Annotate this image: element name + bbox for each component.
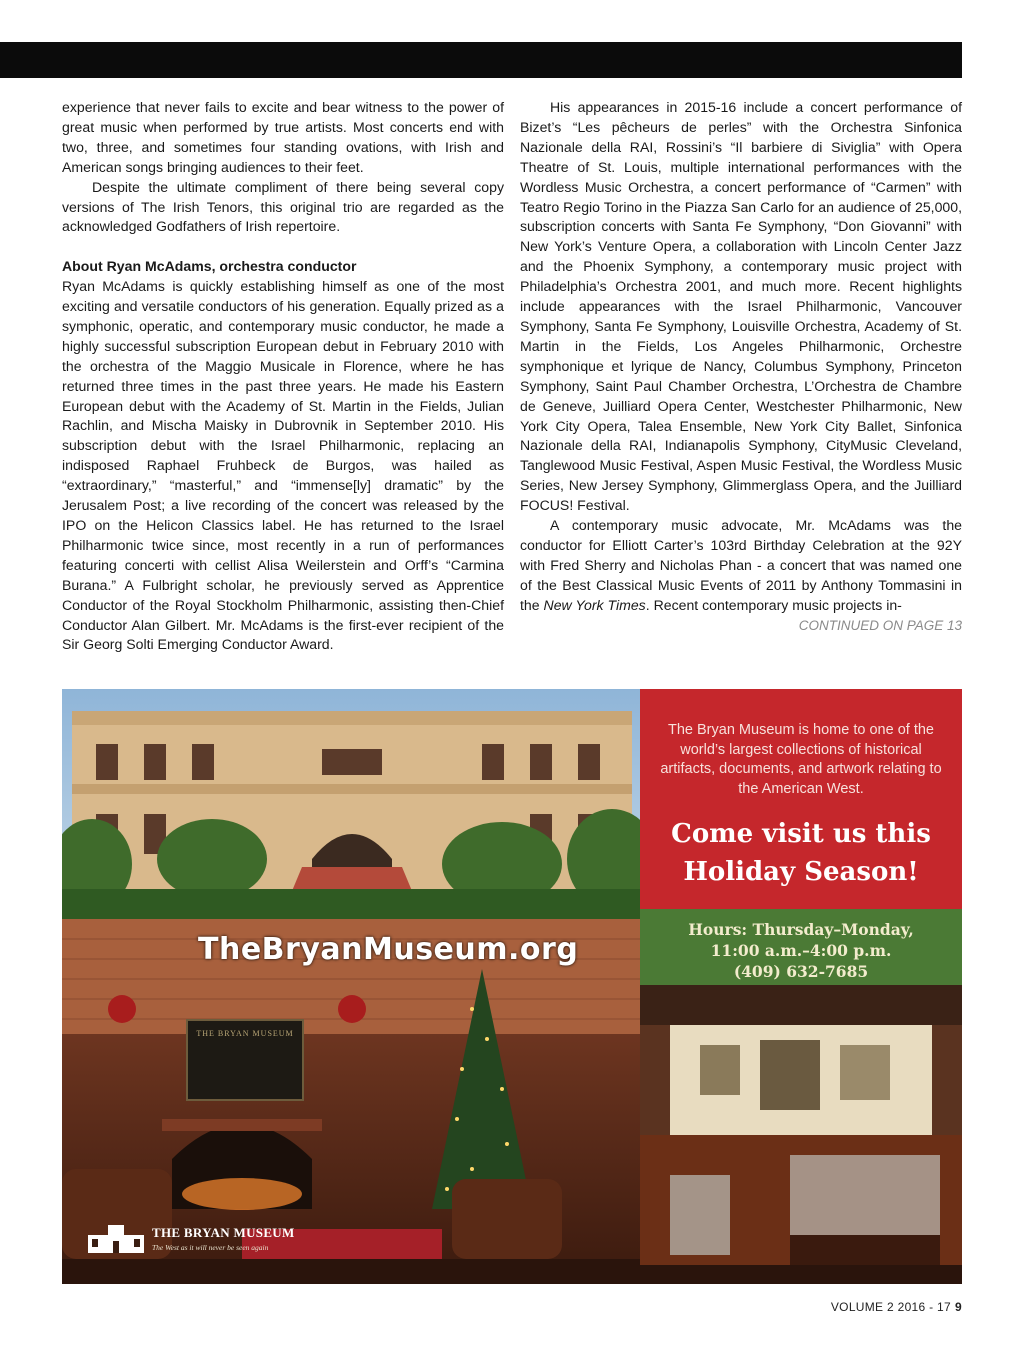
paragraph: A contemporary music advocate, Mr. McAdams was the conductor for Elliott Carter’s 103rd Birthday Celebration at the 92Y with Fred Sherry and Nicholas Phan - a concert that was named one of the Best Classical Music Events of 2011 by Anthony Tommasini in the New York Times. Recent contemporary music projects in-	[520, 517, 962, 613]
continued-note: CONTINUED ON PAGE 13	[798, 617, 962, 633]
paragraph: Ryan McAdams is quickly establishing himself as one of the most exciting and versatile conductors of his generation. Equally prized as a symphonic, operatic, and contemporary music conductor, he made a highly successful subscription European debut in February 2010 with the orchestra of the Maggio Musicale in Florence, where he has returned three times in the past three years. He made his Eastern European debut with the Academy of St. Martin in the Fields, Julian Rachlin, and Mischa Maisky in Dubrovnik in September 2010. His subscription debut with the Israel Philharmonic, replacing an indisposed Raphael Fruhbeck de Burgos, was hailed as “extraordinary,” “masterful,” and “immense[ly] dramatic” by the Jerusalem Post; a live recording of the concert was released by the IPO on the Helicon Classics label. He has returned to the Israel Philharmonic twice since, most recently in a run of performances featuring concerti with cellist Alisa Weilerstein and Orff’s “Carmina Burana.” A Fulbright scholar, he previously served as Apprentice Conductor of the Royal Stockholm Philharmonic, assisting then-Chief Conductor Alan Gilbert. Mr. McAdams is the first-ever recipient of the Sir Georg Solti Emerging Conductor Award.	[62, 278, 504, 653]
section-heading: About Ryan McAdams, orchestra conductor	[62, 258, 357, 275]
page-footer	[831, 1300, 962, 1314]
hours-label: Hours: Thursday–Monday,	[688, 920, 914, 939]
museum-url[interactable]: TheBryanMuseum.org	[198, 932, 579, 967]
paragraph: experience that never fails to excite and bear witness to the power of great music when performed by true artists. Most concerts end with two, three, and sometimes four standing ovations, with Irish and American songs bringing audiences to their feet.	[62, 99, 504, 175]
phone-number[interactable]: (409) 632-7685	[733, 962, 869, 981]
call-to-action: Come visit us this Holiday Season!	[671, 819, 931, 887]
right-column	[520, 98, 962, 635]
museum-photo	[62, 689, 640, 1284]
gallery-photo	[640, 985, 962, 1284]
header-bar	[0, 42, 962, 78]
museum-plaque: THE BRYAN MUSEUM	[186, 1019, 304, 1101]
paragraph: Despite the ultimate compliment of there being several copy versions of The Irish Tenors, this original trio are regarded as the acknowledged Godfathers of Irish repertoire.	[62, 178, 504, 235]
hours-times: 11:00 a.m.–4:00 p.m.	[710, 941, 892, 960]
museum-description: The Bryan Museum is home to one of the world’s largest collections of historical artifacts, documents, and artwork relating to the American West.	[660, 722, 942, 797]
volume-label: VOLUME 2 2016 - 17	[830, 1300, 952, 1314]
paragraph: His appearances in 2015-16 include a concert performance of Bizet’s “Les pêcheurs de perles” with the Orchestra Sinfonica Nazionale della RAI, Rossini’s “Il barbiere di Siviglia” with Opera Theatre of St. Louis, multiple international performances with the Wordless Music Orchestra, a concert performance of “Carmen” with Teatro Regio Torino in the Piazza San Carlo for an audience of 25,000, subscription concerts with Santa Fe Symphony, “Don Giovanni” with New York’s Venture Opera, a collaboration with Lincoln Center Jazz and the Phoenix Symphony, a contemporary music project with Philadelphia’s Orchestra 2001, and much more. Recent highlights include appearances with the Israel Philharmonic, Vancouver Symphony, Santa Fe Symphony, Louisville Orchestra, Academy of St. Martin in the Fields, Los Angeles Philharmonic, Orchestre symphonique et lyrique de Nancy, Columbus Symphony, Princeton Symphony, Saint Paul Chamber Orchestra, L’Orchestra de Chambre de Geneve, Juilliard Opera Center, Westchester Philharmonic, New York City Opera, Talea Ensemble, New York City Ballet, Sinfonica Nazionale della RAI, Indianapolis Symphony, CityMusic Cleveland, Tanglewood Music Festival, Aspen Music Festival, the Wordless Music Series, New Jersey Symphony, Glimmerglass Opera, and the Juilliard FOCUS! Festival.	[520, 99, 962, 514]
page-number: 9	[955, 1300, 962, 1314]
info-panel-green	[640, 909, 962, 985]
museum-building-icon	[86, 1221, 146, 1255]
left-column	[62, 98, 504, 655]
publication-title: New York Times	[543, 596, 646, 613]
info-panel-red	[640, 689, 962, 909]
museum-advertisement: TheBryanMuseum.org THE BRYAN MUSEUM THE BRYAN MUSEUM The West as it will never be seen again The Bryan Museum is home to one of the world’s largest collections of historical artifacts, documents, and artwork relating to the American West. Come visit us this Holiday Season! Hours: Thursday–Monday, 11:00 a.m.–4:00 p.m. (409) 632-7685	[62, 689, 962, 1284]
